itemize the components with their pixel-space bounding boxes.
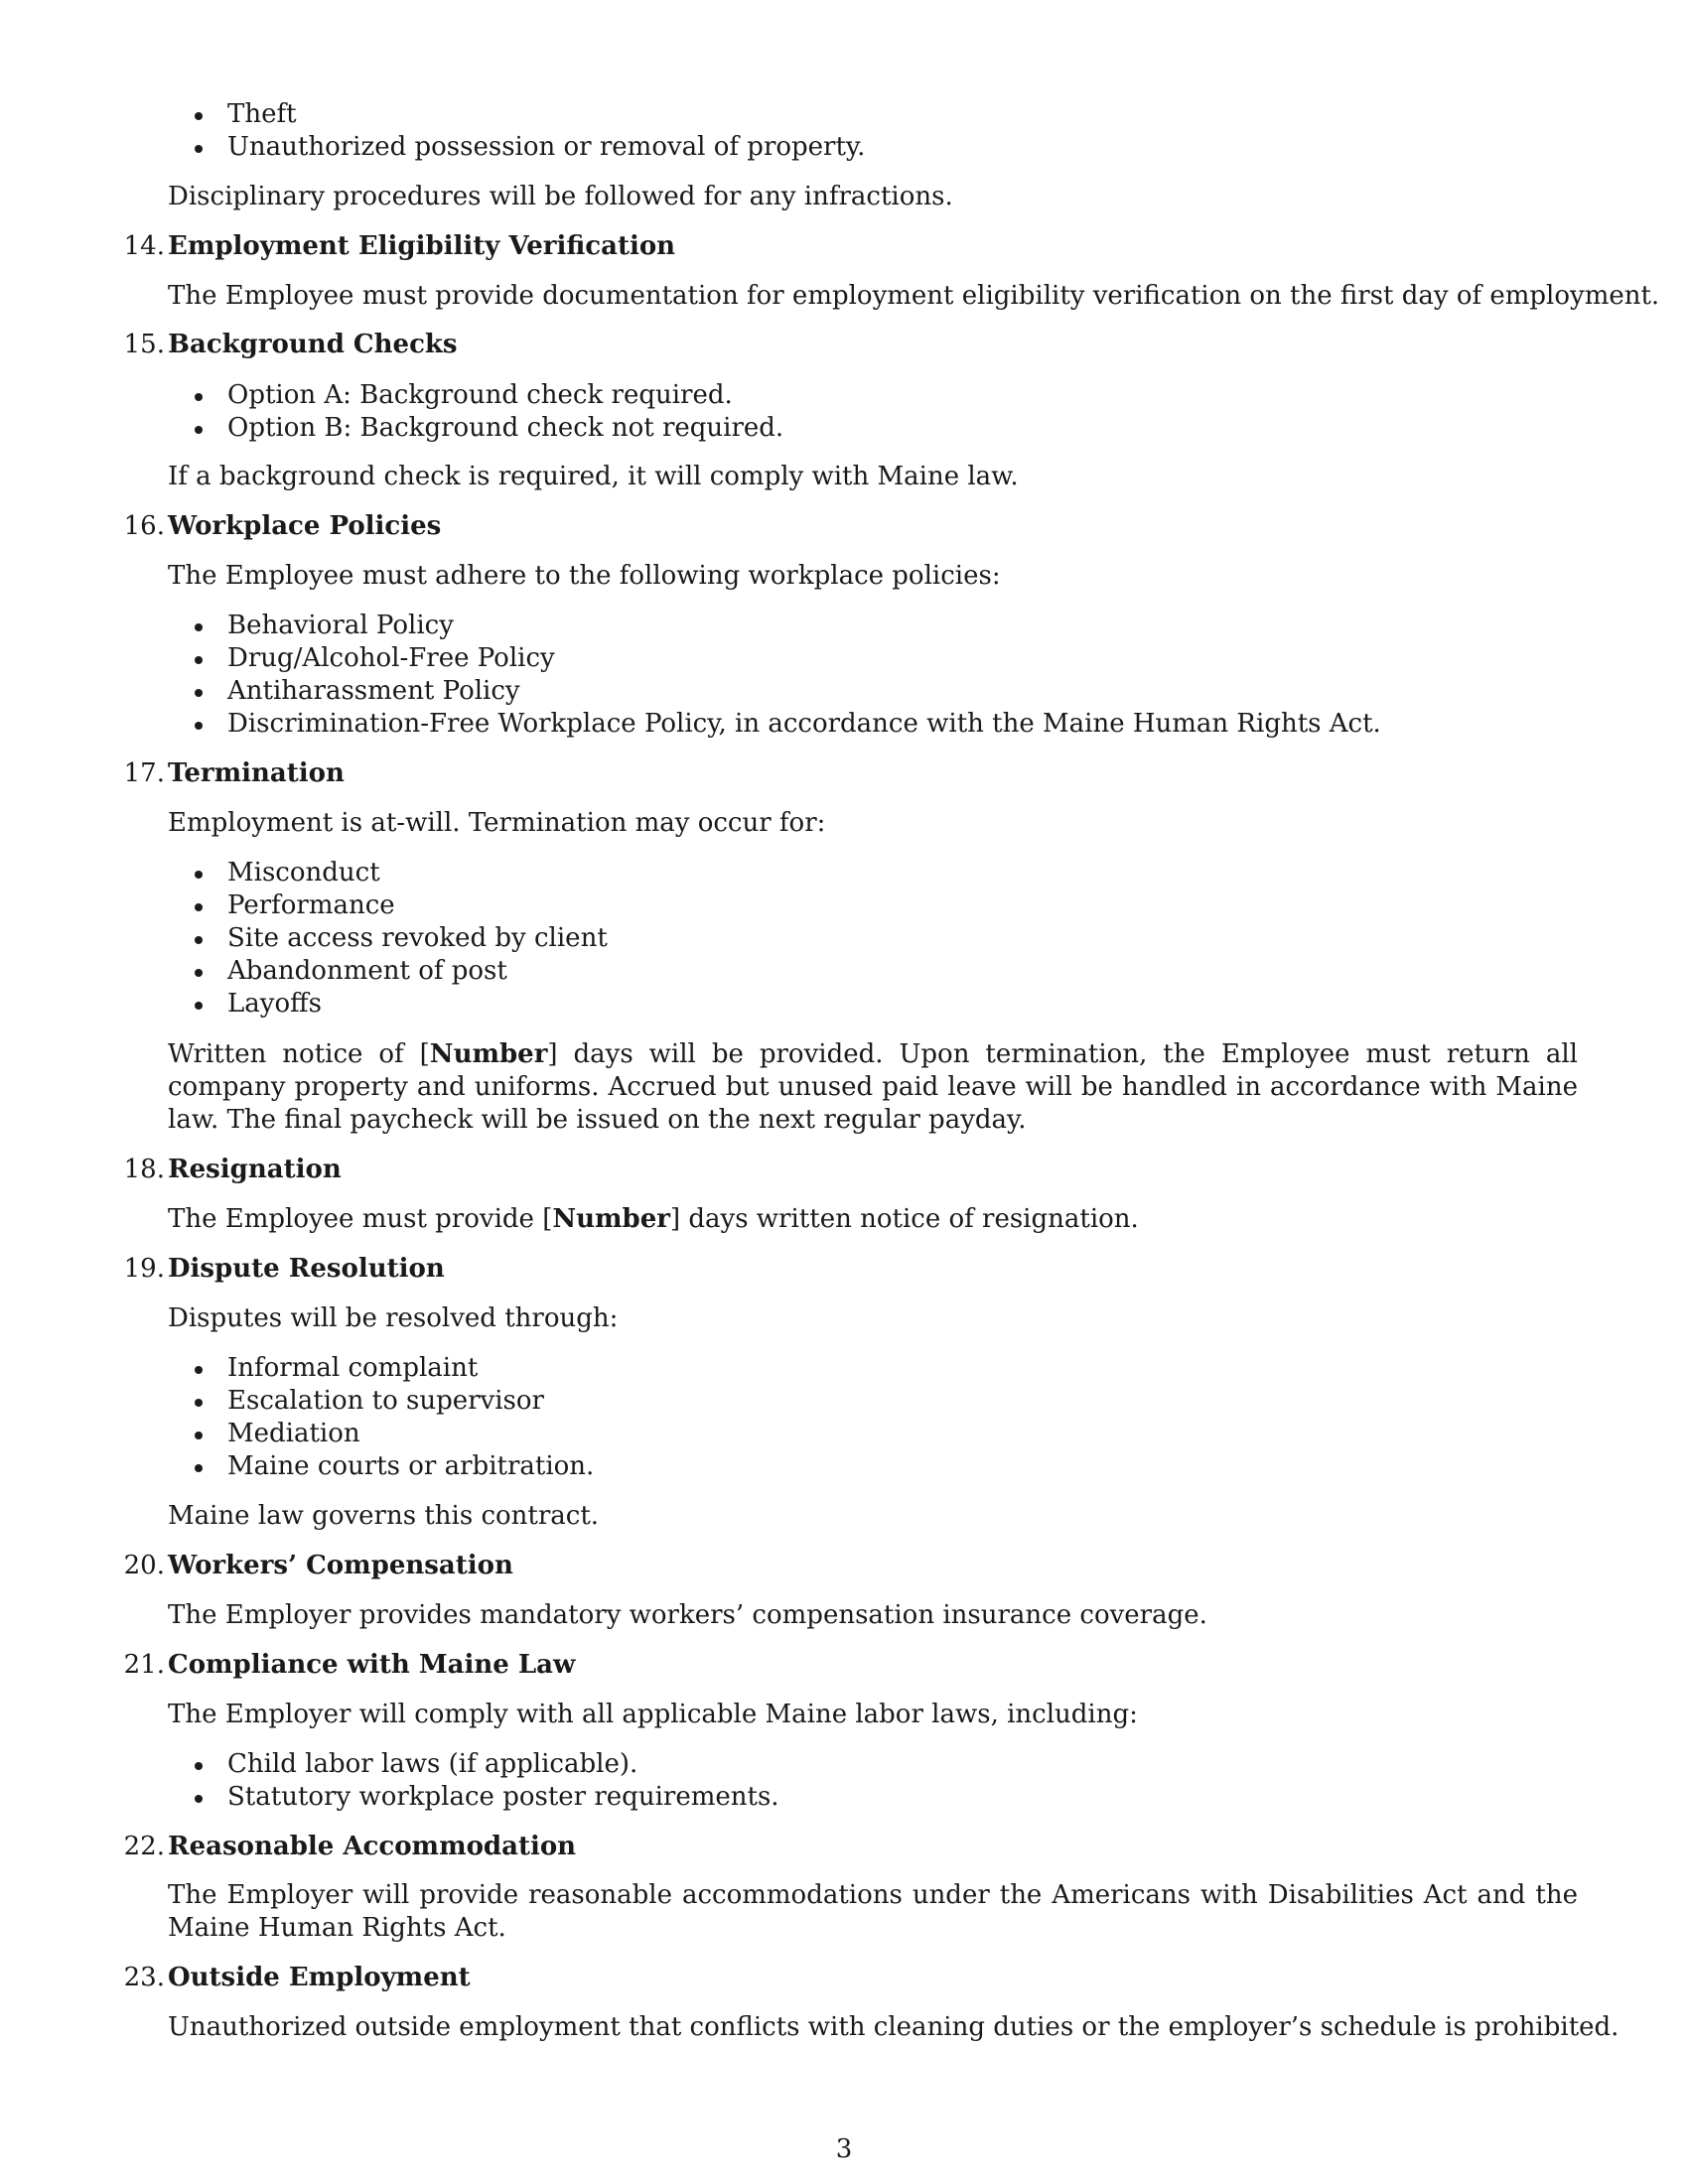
paragraph: Disciplinary procedures will be followed for any infractions.	[168, 182, 953, 211]
bullet-icon	[195, 393, 205, 403]
paragraph: The Employer will provide reasonable accommodations under the Americans with Disabilities Act and the Maine Human Rights Act.	[168, 1880, 1578, 1943]
list-item: Maine courts or arbitration.	[227, 1451, 595, 1481]
text-run: The Employee must provide [	[168, 1204, 553, 1234]
section-heading: Compliance with Maine Law	[168, 1650, 576, 1680]
bullet-icon	[195, 656, 205, 666]
list-item: Option B: Background check not required.	[227, 413, 784, 443]
termination-notice-paragraph	[168, 1038, 1578, 1137]
section-number: 19.	[123, 1254, 165, 1284]
paragraph: If a background check is required, it will comply with Maine law.	[168, 462, 1019, 491]
bullet-icon	[195, 871, 205, 881]
list-item: Option A: Background check required.	[227, 380, 733, 410]
bullet-icon	[195, 936, 205, 946]
section-number: 16.	[123, 511, 165, 541]
list-item: Performance	[227, 890, 395, 920]
paragraph: The Employee must adhere to the following workplace policies:	[168, 561, 1001, 591]
section-heading: Dispute Resolution	[168, 1254, 445, 1284]
section-heading: Termination	[168, 758, 345, 788]
list-item: Statutory workplace poster requirements.	[227, 1782, 779, 1812]
bullet-icon	[195, 1795, 205, 1805]
section-number: 22.	[123, 1832, 165, 1861]
section-heading: Background Checks	[168, 330, 458, 359]
paragraph: Unauthorized outside employment that conflicts with cleaning duties or the employer’s schedule is prohibited.	[168, 2012, 1619, 2042]
list-item: Abandonment of post	[227, 956, 507, 986]
paragraph: The Employer provides mandatory workers’ compensation insurance coverage.	[168, 1600, 1207, 1630]
list-item: Behavioral Policy	[227, 611, 454, 640]
section-heading: Employment Eligibility Verification	[168, 231, 676, 261]
list-item: Site access revoked by client	[227, 923, 608, 953]
page-number: 3	[835, 2134, 853, 2164]
section-number: 23.	[123, 1963, 165, 1992]
resignation-paragraph	[168, 1204, 1139, 1234]
list-item: Escalation to supervisor	[227, 1386, 544, 1416]
bullet-icon	[195, 969, 205, 979]
section-number: 20.	[123, 1551, 165, 1580]
section-number: 14.	[123, 231, 165, 261]
paragraph: Maine law governs this contract.	[168, 1501, 600, 1531]
bullet-icon	[195, 1002, 205, 1012]
section-heading: Outside Employment	[168, 1963, 471, 1992]
section-heading: Resignation	[168, 1155, 342, 1184]
section-number: 15.	[123, 330, 165, 359]
list-item: Theft	[227, 99, 297, 129]
list-item: Informal complaint	[227, 1353, 479, 1383]
section-number: 18.	[123, 1155, 165, 1184]
placeholder-number: Number	[429, 1039, 548, 1069]
bullet-icon	[195, 112, 205, 122]
bullet-icon	[195, 1366, 205, 1376]
list-item: Child labor laws (if applicable).	[227, 1749, 638, 1779]
section-heading: Workplace Policies	[168, 511, 442, 541]
text-run: Written notice of [	[168, 1039, 430, 1069]
list-item: Antiharassment Policy	[227, 676, 520, 706]
bullet-icon	[195, 145, 205, 155]
placeholder-number: Number	[552, 1204, 670, 1234]
paragraph: The Employee must provide documentation for employment eligibility verification on the first day of employment.	[168, 281, 1660, 311]
bullet-icon	[195, 689, 205, 699]
bullet-icon	[195, 623, 205, 633]
list-item: Drug/Alcohol-Free Policy	[227, 643, 555, 673]
bullet-icon	[195, 426, 205, 436]
bullet-icon	[195, 1399, 205, 1409]
section-heading: Reasonable Accommodation	[168, 1832, 577, 1861]
bullet-icon	[195, 1432, 205, 1441]
paragraph: Employment is at-will. Termination may occur for:	[168, 808, 826, 838]
list-item: Discrimination-Free Workplace Policy, in accordance with the Maine Human Rights Act.	[227, 709, 1381, 739]
bullet-icon	[195, 722, 205, 732]
text-run: ] days will be provided. Upon termination, the Employee must return all company property and uniforms. Accrued but unused paid leave will be handled in accordance with Maine law. The final paycheck will be issued on the next regular payday.	[168, 1039, 1578, 1135]
bullet-icon	[195, 1464, 205, 1474]
section-heading: Workers’ Compensation	[168, 1551, 513, 1580]
list-item: Mediation	[227, 1419, 360, 1448]
list-item: Misconduct	[227, 858, 380, 887]
section-number: 17.	[123, 758, 165, 788]
paragraph: Disputes will be resolved through:	[168, 1303, 619, 1333]
bullet-icon	[195, 1762, 205, 1772]
paragraph: The Employer will comply with all applicable Maine labor laws, including:	[168, 1700, 1138, 1729]
section-number: 21.	[123, 1650, 165, 1680]
text-run: ] days written notice of resignation.	[669, 1204, 1139, 1234]
list-item: Layoffs	[227, 989, 322, 1019]
list-item: Unauthorized possession or removal of property.	[227, 132, 866, 162]
bullet-icon	[195, 903, 205, 913]
